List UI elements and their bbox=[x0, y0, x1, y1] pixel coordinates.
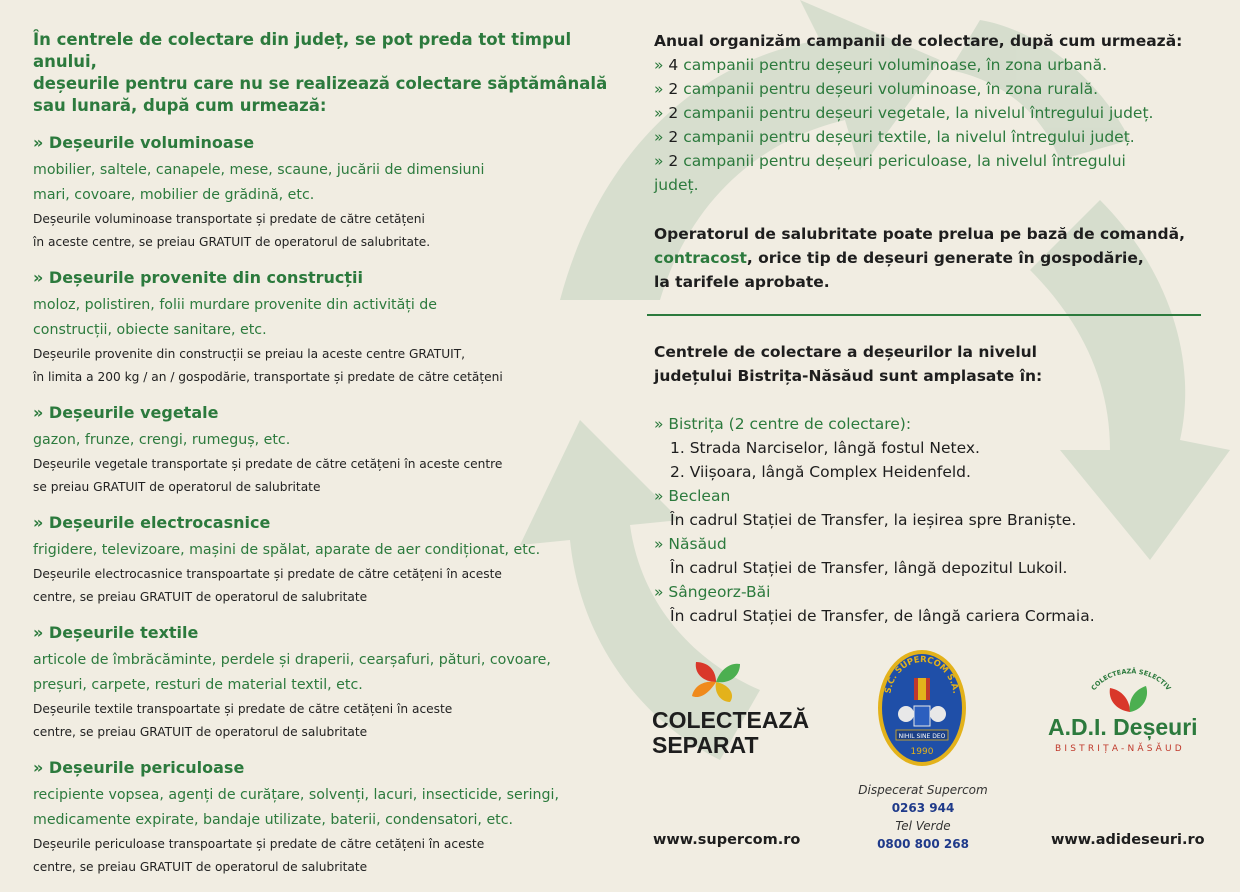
location-line: În cadrul Stației de Transfer, de lângă cariera Cormaia. bbox=[670, 607, 1095, 625]
items-line: recipiente vopsea, agenți de curățare, solvenți, lacuri, insecticide, seringi, bbox=[33, 787, 559, 803]
items-line: frigidere, televizoare, mașini de spălat, aparate de aer condiționat, etc. bbox=[33, 542, 541, 558]
contracost-highlight: contracost bbox=[654, 249, 747, 267]
section-note bbox=[33, 563, 618, 608]
items-line: mobilier, saltele, canapele, mese, scaune, jucării de dimensiuni bbox=[33, 162, 485, 178]
colecteaza-separat-logo-icon bbox=[690, 660, 742, 704]
badge-year: 1990 bbox=[910, 747, 934, 757]
campaign-count: 4 bbox=[668, 56, 679, 74]
centres-block bbox=[654, 340, 1214, 628]
section-periculoase bbox=[33, 757, 618, 878]
campaign-continuation: județ. bbox=[654, 176, 699, 194]
section-items bbox=[33, 648, 618, 698]
section-items bbox=[33, 428, 618, 453]
centres-heading bbox=[654, 340, 1214, 388]
bullet: » bbox=[654, 152, 664, 170]
green-line-label: Tel Verde bbox=[895, 819, 951, 833]
note-line: în limita a 200 kg / an / gospodărie, transportate și predate de către cetățeni bbox=[33, 369, 503, 384]
operator-line: la tarifele aprobate. bbox=[654, 273, 830, 291]
note-line: centre, se preiau GRATUIT de operatorul de salubritate bbox=[33, 859, 368, 874]
items-line: articole de îmbrăcăminte, perdele și draperii, cearșafuri, pături, covoare, bbox=[33, 652, 551, 668]
note-line: Deșeurile textile transpoartate și predate de către cetățeni în aceste bbox=[33, 702, 453, 716]
section-title: » Deșeurile voluminoase bbox=[33, 133, 255, 152]
bullet: » bbox=[654, 104, 664, 122]
campaign-count: 2 bbox=[668, 152, 679, 170]
location-title: » Beclean bbox=[654, 487, 731, 505]
intro-line: deșeurile pentru care nu se realizează colectare săptămânală bbox=[33, 74, 608, 93]
section-items bbox=[33, 293, 618, 343]
intro-line: În centrele de colectare din județ, se pot preda tot timpul anului, bbox=[33, 30, 572, 71]
dispatch-phone[interactable]: 0263 944 bbox=[891, 801, 955, 815]
left-column bbox=[33, 29, 618, 892]
campaign-item bbox=[654, 149, 1214, 173]
adi-deseuri-logo-icon bbox=[1080, 660, 1180, 714]
section-vegetale bbox=[33, 402, 618, 498]
campaign-text: campanii pentru deșeuri periculoase, la nivelul întregului bbox=[683, 152, 1126, 170]
items-line: construcții, obiecte sanitare, etc. bbox=[33, 322, 267, 338]
section-constructii bbox=[33, 267, 618, 388]
items-line: moloz, polistiren, folii murdare provenite din activități de bbox=[33, 297, 438, 313]
adi-title: A.D.I. Deșeuri bbox=[1048, 714, 1198, 740]
note-line: centre, se preiau GRATUIT de operatorul de salubritate bbox=[33, 724, 368, 739]
section-title: » Deșeurile provenite din construcții bbox=[33, 268, 363, 287]
heading-line: Centrele de colectare a deșeurilor la nivelul bbox=[654, 343, 1037, 361]
adi-subtitle: BISTRIȚA-NĂSĂUD bbox=[1055, 744, 1185, 754]
supercom-badge-icon bbox=[876, 648, 968, 768]
badge-motto: NIHIL SINE DEO bbox=[898, 733, 946, 740]
campaign-text: campanii pentru deșeuri textile, la nivelul întregului județ. bbox=[683, 128, 1135, 146]
location-line: În cadrul Stației de Transfer, la ieșirea spre Braniște. bbox=[670, 511, 1077, 529]
svg-text:COLECTEAZĂ SELECTIV bbox=[1090, 666, 1173, 692]
location-line: În cadrul Stației de Transfer, lângă depozitul Lukoil. bbox=[670, 559, 1068, 577]
location-title: » Năsăud bbox=[654, 535, 727, 553]
section-note bbox=[33, 833, 618, 878]
heading-line: județului Bistrița-Năsăud sunt amplasate în: bbox=[654, 367, 1043, 385]
bullet: » bbox=[654, 56, 664, 74]
location-beclean bbox=[654, 484, 1214, 532]
operator-line bbox=[654, 246, 1214, 270]
section-title: » Deșeurile vegetale bbox=[33, 403, 219, 422]
section-note bbox=[33, 698, 618, 743]
section-title: » Deșeurile electrocasnice bbox=[33, 513, 271, 532]
location-sangeorz-bai bbox=[654, 580, 1214, 628]
intro-line: sau lunară, după cum urmează: bbox=[33, 96, 327, 115]
supercom-url[interactable]: www.supercom.ro bbox=[653, 832, 801, 848]
note-line: se preiau GRATUIT de operatorul de salubritate bbox=[33, 479, 321, 494]
badge-company: S.C. SUPERCOM S.A. bbox=[883, 654, 961, 695]
bullet: » bbox=[654, 128, 664, 146]
logo-line: SEPARAT bbox=[652, 732, 759, 758]
intro-text bbox=[33, 29, 618, 117]
operator-line: Operatorul de salubritate poate prelua pe bază de comandă, bbox=[654, 225, 1185, 243]
location-line: 2. Viișoara, lângă Complex Heidenfeld. bbox=[670, 463, 971, 481]
bullet: » bbox=[654, 80, 664, 98]
section-items bbox=[33, 158, 618, 208]
operator-text bbox=[654, 222, 1214, 294]
section-title: » Deșeurile textile bbox=[33, 623, 199, 642]
adideseuri-url[interactable]: www.adideseuri.ro bbox=[1051, 832, 1205, 848]
campaign-item bbox=[654, 53, 1214, 77]
right-column bbox=[654, 29, 1214, 294]
location-title: » Bistrița (2 centre de colectare): bbox=[654, 415, 912, 433]
dispatch-info bbox=[850, 781, 996, 853]
section-voluminoase bbox=[33, 132, 618, 253]
dispatch-label: Dispecerat Supercom bbox=[858, 783, 988, 797]
note-line: Deșeurile voluminoase transportate și predate de către cetățeni bbox=[33, 212, 425, 226]
campaigns-heading: Anual organizăm campanii de colectare, după cum urmează: bbox=[654, 32, 1183, 50]
section-textile bbox=[33, 622, 618, 743]
section-items bbox=[33, 538, 618, 563]
items-line: preșuri, carpete, resturi de material textil, etc. bbox=[33, 677, 363, 693]
section-electrocasnice bbox=[33, 512, 618, 608]
location-title: » Sângeorz-Băi bbox=[654, 583, 771, 601]
location-bistrita bbox=[654, 412, 1214, 484]
section-note bbox=[33, 343, 618, 388]
campaign-count: 2 bbox=[668, 128, 679, 146]
items-line: mari, covoare, mobilier de grădină, etc. bbox=[33, 187, 315, 203]
note-line: în aceste centre, se preiau GRATUIT de operatorul de salubritate. bbox=[33, 234, 431, 249]
note-line: Deșeurile provenite din construcții se preiau la aceste centre GRATUIT, bbox=[33, 347, 466, 361]
campaign-count: 2 bbox=[668, 104, 679, 122]
location-nasaud bbox=[654, 532, 1214, 580]
note-line: centre, se preiau GRATUIT de operatorul de salubritate bbox=[33, 589, 368, 604]
campaign-text: campanii pentru deșeuri vegetale, la nivelul întregului județ. bbox=[683, 104, 1154, 122]
logo-line: COLECTEAZĂ bbox=[652, 707, 810, 733]
campaign-text: campanii pentru deșeuri voluminoase, în zona urbană. bbox=[683, 56, 1108, 74]
section-divider bbox=[647, 314, 1201, 316]
campaign-item bbox=[654, 77, 1214, 101]
location-line: 1. Strada Narciselor, lângă fostul Netex. bbox=[670, 439, 980, 457]
section-items bbox=[33, 783, 618, 833]
note-line: Deșeurile electrocasnice transpoartate și predate de către cetățeni în aceste bbox=[33, 567, 502, 581]
campaign-count: 2 bbox=[668, 80, 679, 98]
section-title: » Deșeurile periculoase bbox=[33, 758, 245, 777]
items-line: medicamente expirate, bandaje utilizate, baterii, condensatori, etc. bbox=[33, 812, 514, 828]
campaign-item bbox=[654, 101, 1214, 125]
operator-line-rest: , orice tip de deșeuri generate în gospodărie, bbox=[746, 249, 1144, 267]
adi-arc-text: COLECTEAZĂ SELECTIV bbox=[1089, 667, 1173, 692]
section-note bbox=[33, 453, 618, 498]
campaign-text: campanii pentru deșeuri voluminoase, în zona rurală. bbox=[683, 80, 1099, 98]
items-line: gazon, frunze, crengi, rumeguș, etc. bbox=[33, 432, 291, 448]
note-line: Deșeurile periculoase transpoartate și predate de către cetățeni în aceste bbox=[33, 837, 485, 851]
campaign-item bbox=[654, 125, 1214, 149]
section-note bbox=[33, 208, 618, 253]
green-line-phone[interactable]: 0800 800 268 bbox=[877, 837, 969, 851]
colecteaza-separat-text bbox=[652, 708, 809, 758]
note-line: Deșeurile vegetale transportate și predate de către cetățeni în aceste centre bbox=[33, 457, 503, 471]
